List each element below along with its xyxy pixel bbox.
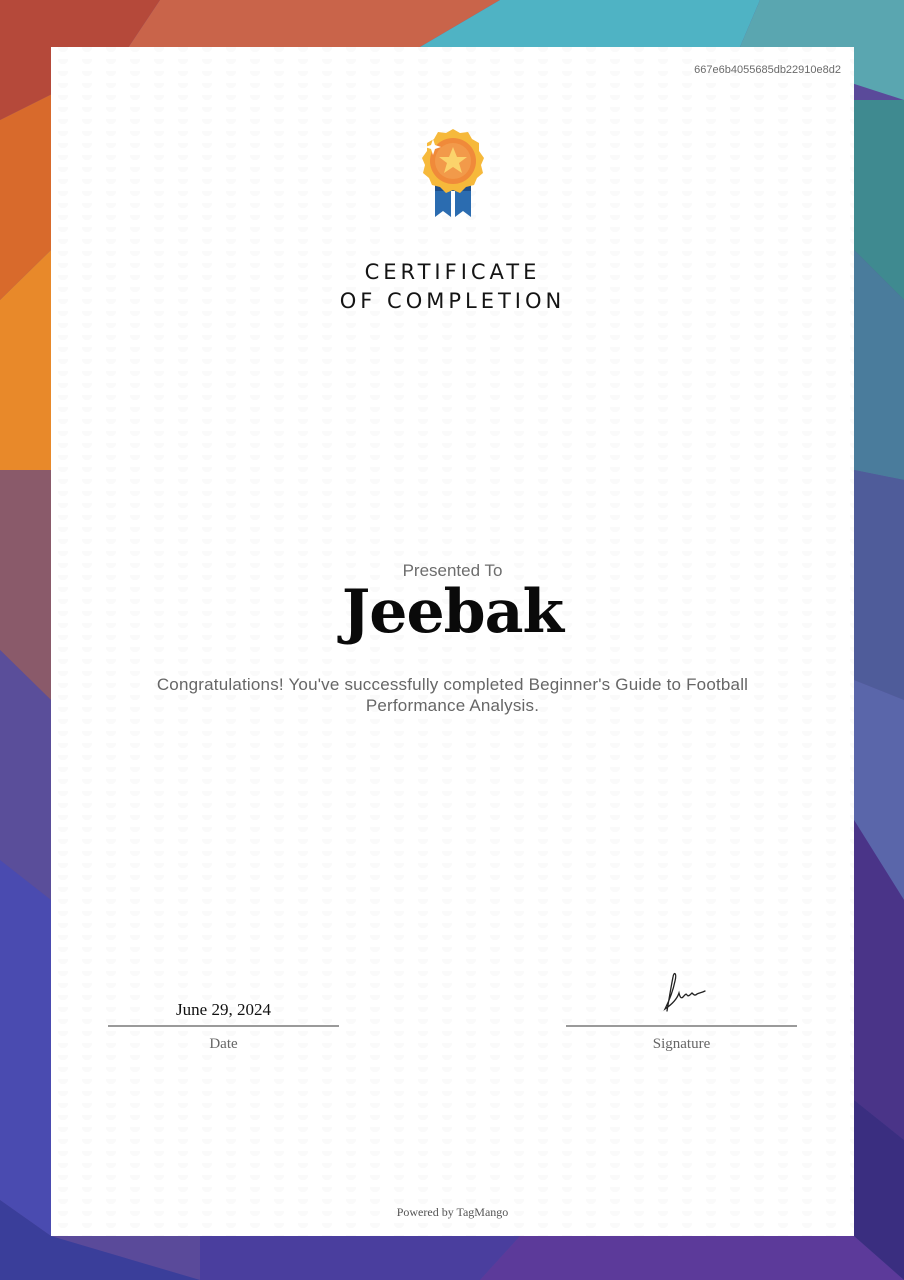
medal-icon: [415, 127, 491, 221]
certificate-title-line2: OF COMPLETION: [339, 289, 566, 313]
completion-message: Congratulations! You've successfully completed Beginner's Guide to Football Performance Analysis.: [156, 675, 749, 715]
date-line: [108, 1025, 339, 1027]
signature-label: Signature: [652, 1036, 711, 1052]
powered-by-footer: Powered by TagMango: [396, 1205, 509, 1219]
certificate-id: 667e6b4055685db22910e8d2: [694, 64, 841, 76]
date-value: June 29, 2024: [176, 1000, 271, 1019]
certificate-card: [51, 47, 854, 1236]
signature-image: [655, 965, 715, 1017]
signature-line: [566, 1025, 797, 1027]
certificate-title-line1: CERTIFICATE: [364, 260, 541, 284]
date-label: Date: [209, 1036, 238, 1052]
presented-to-label: Presented To: [402, 561, 503, 580]
recipient-name: Jeebak: [341, 577, 564, 647]
